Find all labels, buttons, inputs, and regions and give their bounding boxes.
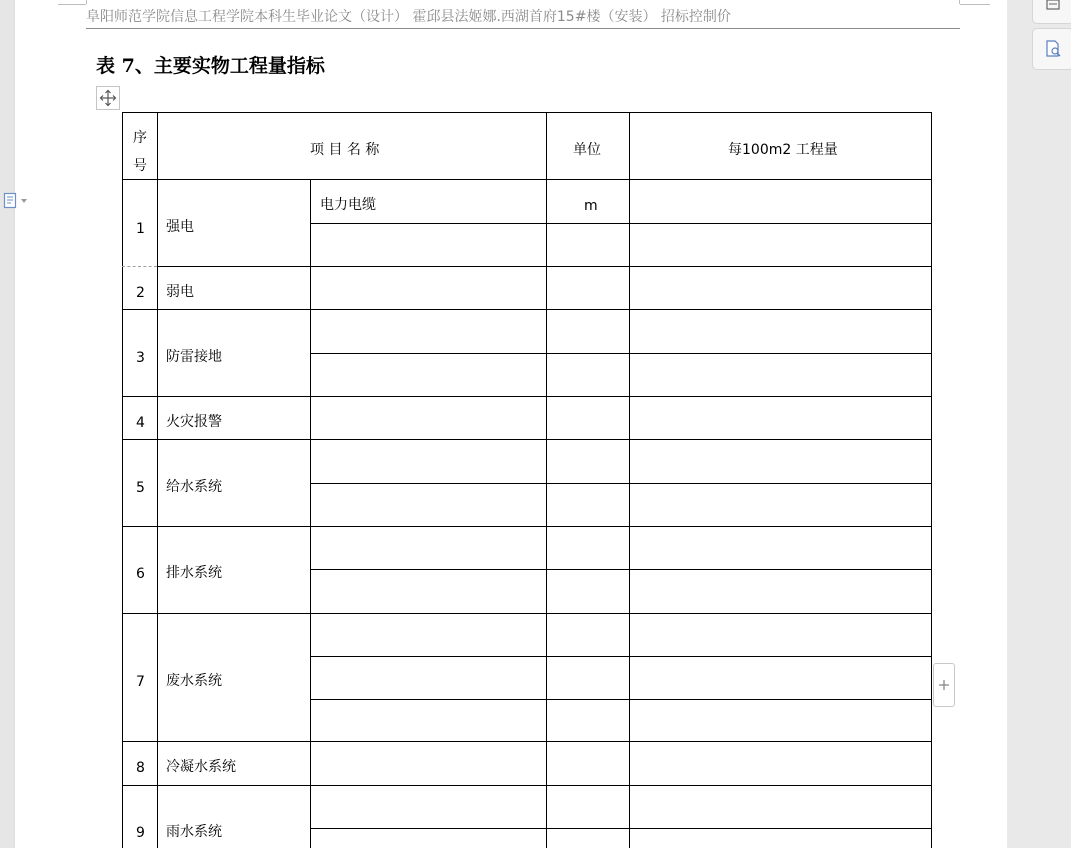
chevron-down-icon [19,197,29,205]
row-seq: 6 [136,566,145,582]
header-divider [86,28,960,29]
add-row-button[interactable] [933,663,955,707]
crop-mark [58,4,86,5]
row-name: 废水系统 [166,673,222,689]
row-seq: 2 [136,285,145,301]
row-name: 防雷接地 [166,349,222,365]
list-panel-icon [1044,0,1062,12]
header-seq [123,124,157,180]
crop-mark [959,0,960,4]
row-seq: 4 [136,415,145,431]
right-side-panel [1007,0,1071,848]
row-seq: 8 [136,760,145,776]
sub-item-unit: m [584,198,598,214]
table-move-handle[interactable] [96,86,120,110]
row-seq: 5 [136,480,145,496]
panel-search-button[interactable] [1032,28,1071,70]
row-name: 冷凝水系统 [166,759,236,775]
crop-mark [960,4,990,5]
crop-mark [86,0,87,4]
doc-outline-toggle[interactable] [3,192,29,210]
document-search-icon [1043,39,1063,59]
document-page [15,0,1007,848]
header-item-name: 项 目 名 称 [310,142,380,158]
row-seq: 9 [136,825,145,841]
row-name: 强电 [166,219,194,235]
row-name: 火灾报警 [166,414,222,430]
header-unit: 单位 [573,142,601,158]
row-name: 雨水系统 [166,824,222,840]
row-seq: 7 [136,674,145,690]
header-seq-line2: 号 [133,158,147,174]
plus-icon [938,679,950,691]
table-title: 表 7、主要实物工程量指标 [96,55,325,77]
row-name: 弱电 [166,284,194,300]
document-outline-icon [3,192,19,210]
move-arrows-icon [99,89,117,107]
row-name: 给水系统 [166,479,222,495]
row-name: 排水系统 [166,565,222,581]
dotted-row-divider [122,266,157,267]
panel-outline-button[interactable] [1032,0,1071,24]
left-gutter [0,0,15,848]
page-header: 阜阳师范学院信息工程学院本科生毕业论文（设计） 霍邱县法姬娜.西湖首府15#楼（安装） 招标控制价 [86,9,731,25]
row-seq: 3 [136,350,145,366]
header-seq-line1: 序 [133,130,147,146]
header-quantity: 每100m2 工程量 [728,142,838,158]
sub-item-name: 电力电缆 [320,197,376,213]
row-seq: 1 [136,221,145,237]
